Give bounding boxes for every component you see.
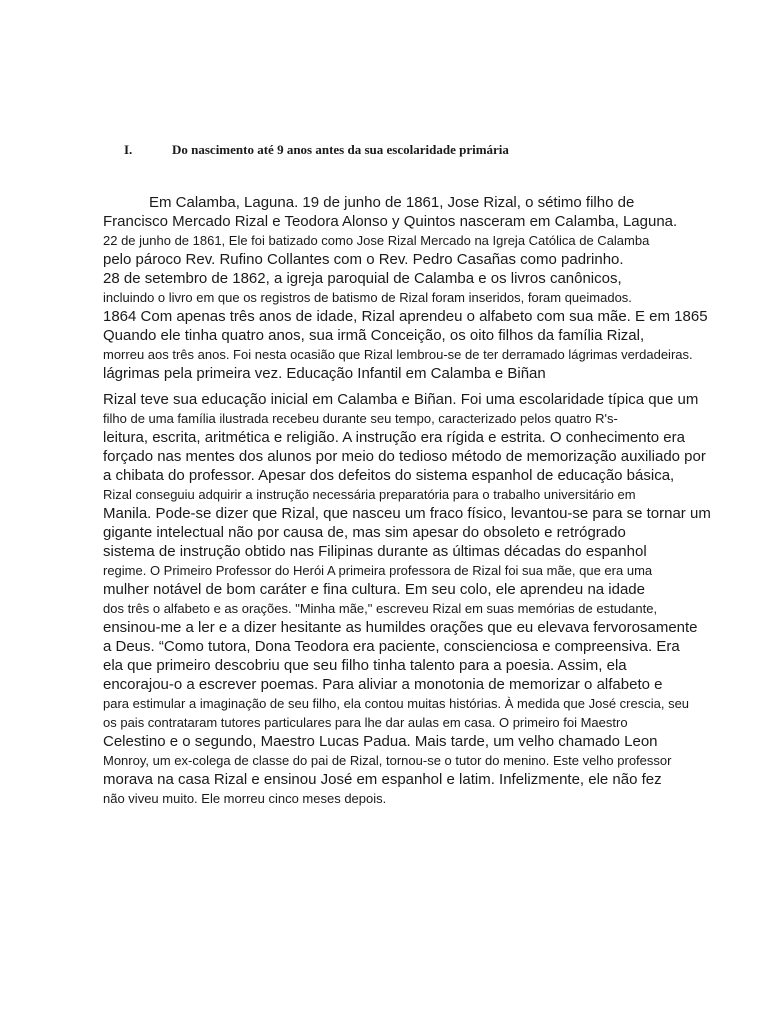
text-line: a Deus. “Como tutora, Dona Teodora era paciente, conscienciosa e compreensiva. Era xyxy=(103,638,680,655)
text-line: 1864 Com apenas três anos de idade, Rizal aprendeu o alfabeto com sua mãe. E em 1865 xyxy=(103,308,708,325)
text-line: 22 de junho de 1861, Ele foi batizado como Jose Rizal Mercado na Igreja Católica de Calamba xyxy=(103,233,650,248)
section-number: I. xyxy=(124,142,133,157)
text-line: regime. O Primeiro Professor do Herói A primeira professora de Rizal foi sua mãe, que era uma xyxy=(103,563,653,578)
text-line: filho de uma família ilustrada recebeu durante seu tempo, caracterizado pelos quatro R's- xyxy=(103,411,618,426)
text-line: os pais contrataram tutores particulares para lhe dar aulas em casa. O primeiro foi Maestro xyxy=(103,715,628,730)
text-line: pelo pároco Rev. Rufino Collantes com o Rev. Pedro Casañas como padrinho. xyxy=(103,251,624,268)
text-line: forçado nas mentes dos alunos por meio do tedioso método de memorização auxiliado por xyxy=(103,448,706,465)
text-line: Quando ele tinha quatro anos, sua irmã Conceição, os oito filhos da família Rizal, xyxy=(103,327,645,344)
text-line: Manila. Pode-se dizer que Rizal, que nasceu um fraco físico, levantou-se para se tornar um xyxy=(103,505,711,522)
text-line: ela que primeiro descobriu que seu filho tinha talento para a poesia. Assim, ela xyxy=(103,657,627,674)
section-heading xyxy=(124,140,684,160)
text-line: mulher notável de bom caráter e fina cultura. Em seu colo, ele aprendeu na idade xyxy=(103,581,645,598)
text-line: gigante intelectual não por causa de, mas sim apesar do obsoleto e retrógrado xyxy=(103,524,626,541)
text-line: não viveu muito. Ele morreu cinco meses depois. xyxy=(103,791,387,806)
text-line: lágrimas pela primeira vez. Educação Infantil em Calamba e Biñan xyxy=(103,365,546,382)
text-line: morreu aos três anos. Foi nesta ocasião que Rizal lembrou-se de ter derramado lágrimas verdadeiras. xyxy=(103,347,693,362)
text-line: dos três o alfabeto e as orações. "Minha mãe," escreveu Rizal em suas memórias de estudante, xyxy=(103,601,658,616)
text-line: morava na casa Rizal e ensinou José em espanhol e latim. Infelizmente, ele não fez xyxy=(103,771,662,788)
text-line: Rizal conseguiu adquirir a instrução necessária preparatória para o trabalho universitário em xyxy=(103,487,636,502)
paragraph-2 xyxy=(103,390,743,808)
text-line: encorajou-o a escrever poemas. Para aliviar a monotonia de memorizar o alfabeto e xyxy=(103,676,663,693)
document-body xyxy=(103,193,743,808)
text-line: 28 de setembro de 1862, a igreja paroquial de Calamba e os livros canônicos, xyxy=(103,270,622,287)
paragraph-1 xyxy=(103,193,743,383)
text-line: Celestino e o segundo, Maestro Lucas Padua. Mais tarde, um velho chamado Leon xyxy=(103,733,658,750)
text-line: ensinou-me a ler e a dizer hesitante as humildes orações que eu elevava fervorosamente xyxy=(103,619,698,636)
text-line: para estimular a imaginação de seu filho, ela contou muitas histórias. À medida que José crescia, seu xyxy=(103,696,690,711)
text-line: sistema de instrução obtido nas Filipinas durante as últimas décadas do espanhol xyxy=(103,543,647,560)
text-line: incluindo o livro em que os registros de batismo de Rizal foram inseridos, foram queimados. xyxy=(103,290,632,305)
text-line: Em Calamba, Laguna. 19 de junho de 1861, Jose Rizal, o sétimo filho de xyxy=(149,194,635,211)
text-line: Francisco Mercado Rizal e Teodora Alonso y Quintos nasceram em Calamba, Laguna. xyxy=(103,213,678,230)
text-line: Rizal teve sua educação inicial em Calamba e Biñan. Foi uma escolaridade típica que um xyxy=(103,391,699,408)
text-line: a chibata do professor. Apesar dos defeitos do sistema espanhol de educação básica, xyxy=(103,467,675,484)
text-line: leitura, escrita, aritmética e religião. A instrução era rígida e estrita. O conhecimento era xyxy=(103,429,685,446)
text-line: Monroy, um ex-colega de classe do pai de Rizal, tornou-se o tutor do menino. Este velho professor xyxy=(103,753,672,768)
section-title: Do nascimento até 9 anos antes da sua escolaridade primária xyxy=(172,142,509,157)
